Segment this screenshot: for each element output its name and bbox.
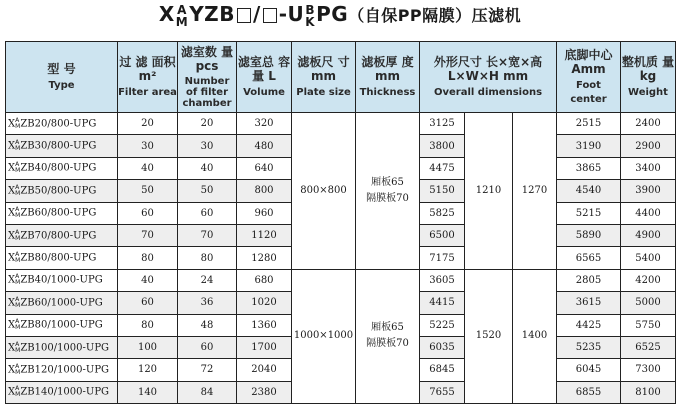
model-stack: A M [15, 273, 21, 287]
width-cell: 1520 [465, 269, 513, 403]
model-name: ZB50/800-UPG [20, 185, 97, 197]
area-cell: 60 [118, 292, 178, 314]
title-stack-bk: B K [305, 2, 316, 29]
volume-cell: 1020 [237, 292, 292, 314]
table-row [6, 113, 676, 135]
foot-center-cell: 5215 [557, 202, 621, 224]
thickness-line-2: 隔膜板70 [366, 338, 409, 350]
length-cell: 7175 [420, 247, 465, 269]
chambers-cell: 20 [178, 113, 237, 135]
model-name: ZB70/800-UPG [20, 230, 97, 242]
chambers-cell: 60 [178, 336, 237, 358]
thickness-line-1: 厢板65 [371, 322, 404, 334]
foot-center-cell: 4540 [557, 180, 621, 202]
model-prefix: X [8, 342, 16, 354]
model-prefix: X [8, 162, 16, 174]
area-cell: 40 [118, 269, 178, 291]
model-cell [6, 359, 118, 381]
header-chambers: 滤室数 量 pcs Number of filter chamber [178, 42, 237, 113]
model-name: ZB60/800-UPG [20, 207, 97, 219]
area-cell: 80 [118, 247, 178, 269]
model-stack: A M [15, 228, 21, 242]
model-name: ZB40/1000-UPG [20, 274, 103, 286]
header-dimensions: 外形尺寸 长×宽×高 L×W×H mm Overall dimensions [420, 42, 557, 113]
area-cell: 80 [118, 314, 178, 336]
model-cell [6, 292, 118, 314]
weight-cell: 6525 [621, 336, 676, 358]
header-row [6, 42, 676, 113]
thickness-cell [356, 269, 420, 403]
weight-cell: 7300 [621, 359, 676, 381]
weight-cell: 8100 [621, 381, 676, 403]
chambers-cell: 36 [178, 292, 237, 314]
plate-size-cell: 1000×1000 [292, 269, 356, 403]
length-cell: 4475 [420, 157, 465, 179]
length-cell: 4415 [420, 292, 465, 314]
foot-center-cell: 5235 [557, 336, 621, 358]
header-weight: 整机质 量kg Weight [621, 42, 676, 113]
area-cell: 120 [118, 359, 178, 381]
area-cell: 140 [118, 381, 178, 403]
weight-cell: 2400 [621, 113, 676, 135]
thickness-cell [356, 113, 420, 270]
title-pg: PG [316, 2, 349, 26]
model-name: ZB30/800-UPG [20, 140, 97, 152]
area-cell: 20 [118, 113, 178, 135]
weight-cell: 4200 [621, 269, 676, 291]
chambers-cell: 48 [178, 314, 237, 336]
model-stack: A M [15, 139, 21, 153]
length-cell: 6035 [420, 336, 465, 358]
model-stack: A M [15, 318, 21, 332]
model-prefix: X [8, 319, 16, 331]
table-row [6, 269, 676, 291]
title-yzb: YZB [189, 2, 235, 26]
chambers-cell: 30 [178, 135, 237, 157]
model-prefix: X [8, 140, 16, 152]
volume-cell: 680 [237, 269, 292, 291]
header-type: 型 号 Type [6, 42, 118, 113]
length-cell: 3800 [420, 135, 465, 157]
foot-center-cell: 4425 [557, 314, 621, 336]
chambers-cell: 60 [178, 202, 237, 224]
header-area: 过 滤 面积m² Filter area [118, 42, 178, 113]
chambers-cell: 72 [178, 359, 237, 381]
model-prefix: X [8, 185, 16, 197]
model-cell [6, 381, 118, 403]
width-cell: 1210 [465, 113, 513, 270]
thickness-line-2: 隔膜板70 [366, 192, 409, 204]
title-dash-u: -U [278, 2, 305, 26]
model-stack: A M [15, 161, 21, 175]
model-prefix: X [8, 274, 16, 286]
weight-cell: 2900 [621, 135, 676, 157]
weight-cell: 5400 [621, 247, 676, 269]
model-prefix: X [8, 207, 16, 219]
volume-cell: 2380 [237, 381, 292, 403]
area-cell: 70 [118, 224, 178, 246]
foot-center-cell: 2805 [557, 269, 621, 291]
foot-center-cell: 3865 [557, 157, 621, 179]
volume-cell: 640 [237, 157, 292, 179]
model-name: ZB100/1000-UPG [20, 342, 110, 354]
foot-center-cell: 3615 [557, 292, 621, 314]
model-stack: A M [15, 183, 21, 197]
model-name: ZB120/1000-UPG [20, 364, 110, 376]
volume-cell: 2040 [237, 359, 292, 381]
model-name: ZB40/800-UPG [20, 162, 97, 174]
foot-center-cell: 6565 [557, 247, 621, 269]
model-cell [6, 180, 118, 202]
length-cell: 5225 [420, 314, 465, 336]
volume-cell: 800 [237, 180, 292, 202]
header-volume: 滤室总 容量 L Volume [237, 42, 292, 113]
model-cell [6, 202, 118, 224]
title-stack-am: A M [175, 2, 189, 29]
title-slash: / [252, 2, 261, 26]
plate-size-cell: 800×800 [292, 113, 356, 270]
length-cell: 6500 [420, 224, 465, 246]
volume-cell: 480 [237, 135, 292, 157]
chambers-cell: 84 [178, 381, 237, 403]
volume-cell: 1700 [237, 336, 292, 358]
foot-center-cell: 5890 [557, 224, 621, 246]
height-cell: 1270 [513, 113, 557, 270]
model-stack: A M [15, 340, 21, 354]
weight-cell: 4400 [621, 202, 676, 224]
model-cell [6, 336, 118, 358]
area-cell: 50 [118, 180, 178, 202]
chambers-cell: 24 [178, 269, 237, 291]
model-stack: A M [15, 206, 21, 220]
area-cell: 100 [118, 336, 178, 358]
foot-center-cell: 6045 [557, 359, 621, 381]
volume-cell: 320 [237, 113, 292, 135]
model-prefix: X [8, 252, 16, 264]
model-name: ZB80/1000-UPG [20, 319, 103, 331]
length-cell: 5825 [420, 202, 465, 224]
volume-cell: 1360 [237, 314, 292, 336]
volume-cell: 1280 [237, 247, 292, 269]
weight-cell: 5750 [621, 314, 676, 336]
model-prefix: X [8, 297, 16, 309]
chambers-cell: 40 [178, 157, 237, 179]
model-stack: A M [15, 116, 21, 130]
weight-cell: 4900 [621, 224, 676, 246]
length-cell: 3605 [420, 269, 465, 291]
weight-cell: 3900 [621, 180, 676, 202]
title-x: X [158, 2, 175, 26]
length-cell: 5150 [420, 180, 465, 202]
title-placeholder-box [237, 8, 251, 23]
title-placeholder-box-2 [263, 8, 277, 23]
model-stack: A M [15, 295, 21, 309]
model-name: ZB60/1000-UPG [20, 297, 103, 309]
chambers-cell: 70 [178, 224, 237, 246]
area-cell: 30 [118, 135, 178, 157]
height-cell: 1400 [513, 269, 557, 403]
page-title [0, 2, 680, 36]
foot-center-cell: 3190 [557, 135, 621, 157]
foot-center-cell: 6855 [557, 381, 621, 403]
model-name: ZB80/800-UPG [20, 252, 97, 264]
header-plate-size: 滤板尺 寸 mm Plate size [292, 42, 356, 113]
model-cell [6, 135, 118, 157]
foot-center-cell: 2515 [557, 113, 621, 135]
table-body [6, 113, 676, 404]
model-name: ZB140/1000-UPG [20, 386, 110, 398]
model-cell [6, 247, 118, 269]
model-cell [6, 157, 118, 179]
header-foot-center: 底脚中心 Amm Foot center [557, 42, 621, 113]
chambers-cell: 50 [178, 180, 237, 202]
length-cell: 3125 [420, 113, 465, 135]
model-stack: A M [15, 362, 21, 376]
thickness-line-1: 厢板65 [371, 176, 404, 188]
spec-table [5, 41, 676, 404]
title-subtitle: （自保PP隔膜）压滤机 [348, 6, 522, 25]
model-prefix: X [8, 364, 16, 376]
model-stack: A M [15, 385, 21, 399]
model-stack: A M [15, 251, 21, 265]
model-cell [6, 113, 118, 135]
weight-cell: 3400 [621, 157, 676, 179]
chambers-cell: 80 [178, 247, 237, 269]
area-cell: 60 [118, 202, 178, 224]
header-thickness: 滤板厚 度 mm Thickness [356, 42, 420, 113]
length-cell: 6845 [420, 359, 465, 381]
weight-cell: 5000 [621, 292, 676, 314]
model-cell [6, 314, 118, 336]
model-prefix: X [8, 230, 16, 242]
model-cell [6, 269, 118, 291]
model-prefix: X [8, 386, 16, 398]
volume-cell: 960 [237, 202, 292, 224]
model-cell [6, 224, 118, 246]
volume-cell: 1120 [237, 224, 292, 246]
model-prefix: X [8, 118, 16, 130]
length-cell: 7655 [420, 381, 465, 403]
area-cell: 40 [118, 157, 178, 179]
model-name: ZB20/800-UPG [20, 118, 97, 130]
